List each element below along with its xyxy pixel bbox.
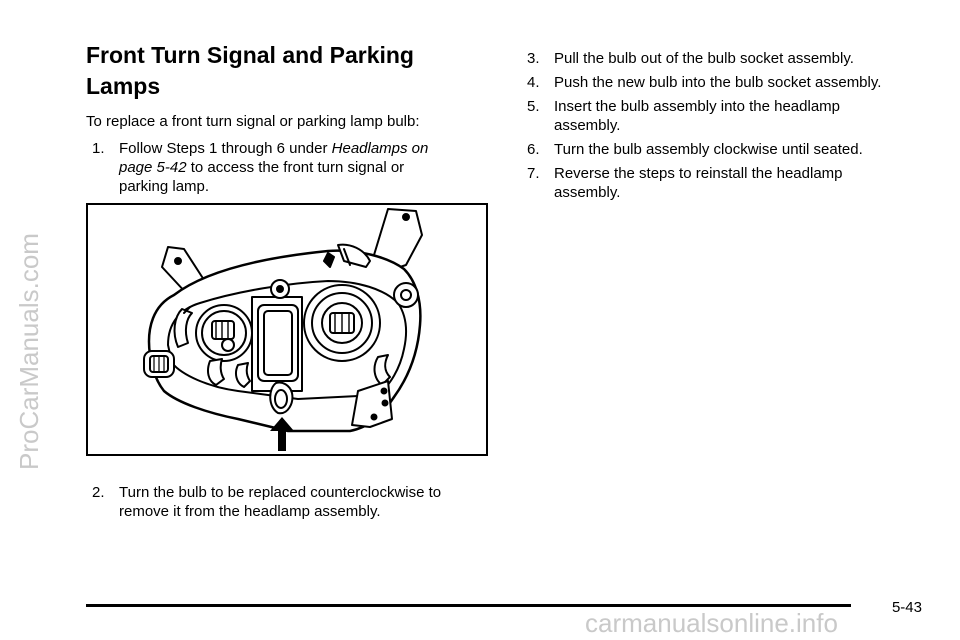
step-number: 2. (92, 484, 105, 501)
step-number: 5. (527, 98, 540, 115)
step-number: 1. (92, 140, 105, 157)
step-text: Pull the bulb out of the bulb socket assembly. (554, 50, 854, 67)
footer-rule (86, 604, 851, 607)
headlamp-figure (86, 203, 488, 456)
section-title: Front Turn Signal and Parking Lamps (86, 42, 414, 99)
step-3 (527, 49, 907, 68)
step-6 (527, 140, 907, 159)
cross-reference-link[interactable]: Headlamps on page 5-42 (119, 140, 429, 176)
step-text: Reverse the steps to reinstall the headlamp assembly. (554, 165, 843, 201)
step-text: Push the new bulb into the bulb socket assembly. (554, 74, 882, 91)
intro-text: To replace a front turn signal or parking lamp bulb: (86, 113, 420, 130)
step-7 (527, 164, 877, 202)
step-number: 3. (527, 50, 540, 67)
step-text: Turn the bulb assembly clockwise until seated. (554, 141, 863, 158)
step-text (92, 139, 452, 196)
page-number: 5-43 (891, 599, 922, 616)
step-text: Turn the bulb to be replaced counterclockwise to remove it from the headlamp assembly. (119, 484, 442, 520)
step-number: 4. (527, 74, 540, 91)
up-arrow-icon (88, 205, 486, 454)
step-text-before: Follow Steps 1 through 6 under (119, 140, 332, 157)
step-2 (92, 483, 472, 521)
step-5 (527, 97, 867, 135)
step-4 (527, 73, 927, 92)
step-number: 7. (527, 165, 540, 182)
bottom-watermark: carmanualsonline.info (585, 608, 838, 638)
step-1 (92, 139, 452, 196)
side-watermark (14, 0, 54, 640)
step-text: Insert the bulb assembly into the headlamp assembly. (554, 98, 841, 134)
step-text-after: to access the front turn signal or parking lamp. (119, 159, 405, 195)
step-number: 6. (527, 141, 540, 158)
side-watermark-text: ProCarManuals.com (14, 233, 44, 470)
